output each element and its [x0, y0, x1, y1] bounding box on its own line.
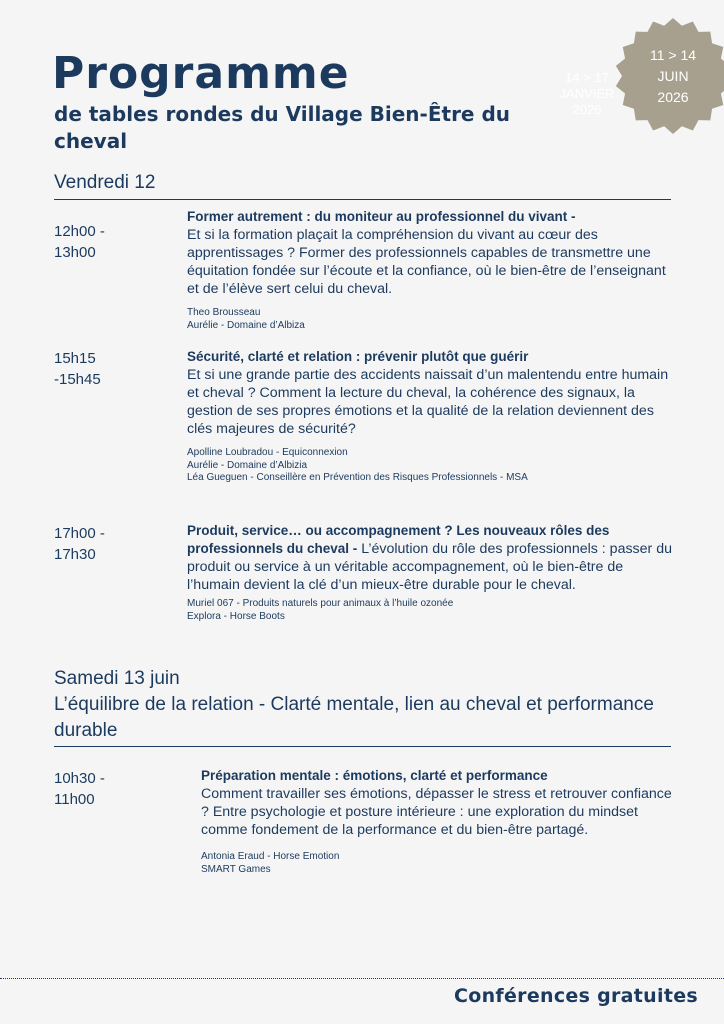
session-title: Former autrement : du moniteur au professionnel du vivant - — [187, 209, 576, 224]
speaker: Antonia Eraud - Horse Emotion — [201, 851, 340, 862]
session-heading — [187, 522, 677, 594]
footer-divider — [0, 978, 724, 979]
session-time: 10h30 - 11h00 — [54, 770, 105, 808]
speaker-list — [201, 851, 677, 876]
day-heading-saturday: Samedi 13 juin L’équilibre de la relation - Clarté mentale, lien au cheval et performance durable — [54, 668, 654, 741]
page-subtitle: de tables rondes du Village Bien-Être du cheval — [54, 102, 511, 153]
speaker: Explora - Horse Boots — [187, 610, 285, 622]
page-title: Programme — [52, 48, 350, 99]
session-description: Et si la formation plaçait la compréhension du vivant au cœur des apprentissages ? Former des professionnels capables de transmettre une équitation fondée sur l’écoute et la confiance, où le bien-être de l’enseignant et de l’élève sert celui du cheval. — [187, 227, 666, 297]
session-description: Et si une grande partie des accidents naissait d’un malentendu entre humain et cheval ? Comment la lecture du cheval, la cohérence des signaux, la gestion de ses propres émotions et la qualité de la relation deviennent des clés majeures de sécurité? — [187, 367, 669, 437]
speaker: Apolline Loubradou - Equiconnexion — [187, 447, 348, 458]
speaker: Aurélie - Domaine d’Albizia — [187, 459, 308, 471]
session-title: Sécurité, clarté et relation : prévenir plutôt que guérir — [187, 349, 529, 364]
section-divider — [54, 199, 671, 200]
speaker: Léa Gueguen - Conseillère en Prévention des Risques Professionnels - MSA — [187, 472, 528, 483]
session-block — [201, 767, 677, 876]
faded-date-watermark: 14 > 17 JANVIER 2026 — [559, 70, 615, 117]
session-block — [187, 208, 677, 332]
speaker-list — [187, 307, 677, 332]
date-badge — [614, 17, 724, 135]
speaker-list — [187, 598, 677, 623]
badge-line-1: 11 > 14 — [649, 47, 697, 63]
session-title: Produit, service… ou accompagnement ? Les nouveaux rôles des professionnels du cheval - — [187, 523, 610, 556]
speaker: Aurélie - Domaine d’Albiza — [187, 319, 305, 331]
badge-line-2: JUIN — [657, 68, 689, 84]
session-description: Comment travailler ses émotions, dépasser le stress et retrouver confiance ? Entre psychologie et posture intérieure : une exploration du mindset comme fondement de la performance et du bien-être partagé. — [201, 786, 672, 838]
speaker: Muriel 067 - Produits naturels pour animaux à l’huile ozonée — [187, 598, 454, 609]
session-block — [187, 522, 677, 623]
section-divider — [54, 746, 671, 747]
day-heading-friday: Vendredi 12 — [54, 172, 156, 193]
footer-label: Conférences gratuites — [453, 985, 698, 1007]
speaker-list — [187, 447, 677, 485]
session-time: 12h00 - 13h00 — [54, 223, 105, 261]
speaker: SMART Games — [201, 863, 271, 875]
session-block — [187, 348, 677, 485]
session-description: L’évolution du rôle des professionnels : passer du produit ou service à un véritable accompagnement, où le bien-être de l’humain devient la clé d’un mieux-être durable pour le cheval. — [187, 541, 672, 593]
session-time: 17h00 - 17h30 — [54, 525, 105, 563]
session-time: 15h15 -15h45 — [54, 350, 101, 388]
speaker: Theo Brousseau — [187, 307, 261, 318]
badge-text — [614, 45, 724, 108]
badge-line-3: 2026 — [657, 89, 689, 105]
session-title: Préparation mentale : émotions, clarté et performance — [201, 768, 548, 783]
